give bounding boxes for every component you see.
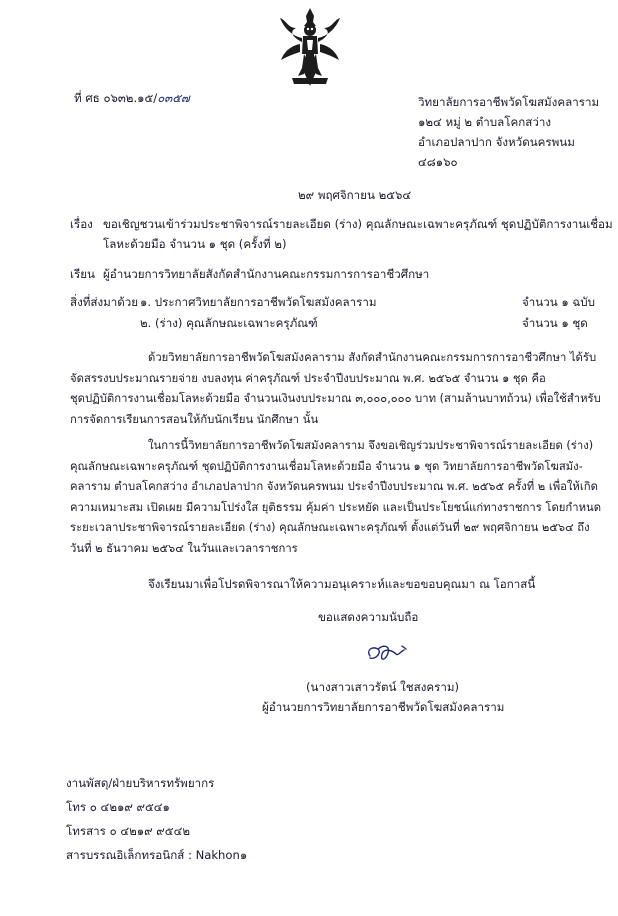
footer-phone: โทร ๐ ๔๒๑๙ ๙๕๔๑ bbox=[66, 800, 170, 814]
enclosure-item: ๑. ประกาศวิทยาลัยการอาชีพวัดโฆสมังคลาราม bbox=[140, 295, 377, 309]
paragraph-line: ด้วยวิทยาลัยการอาชีพวัดโฆสมังคลาราม สังกัดสำนักงานคณะกรรมการการอาชีวศึกษา ได้รับ bbox=[148, 351, 597, 364]
paragraph-line: ระยะเวลาประชาพิจารณ์รายละเอียด (ร่าง) คุณลักษณะเฉพาะครุภัณฑ์ ตั้งแต่วันที่ ๒๙ พฤศจิกายน ๒๕๖๔ ถึง bbox=[70, 521, 590, 534]
paragraph-line: ชุดปฏิบัติการงานเชื่อมโลหะด้วยมือ จำนวนเงินงบประมาณ ๓,๐๐๐,๐๐๐ บาท (สามล้านบาทถ้วน) เพื่อใช้สำหรับ bbox=[70, 392, 601, 405]
footer-email: สารบรรณอิเล็กทรอนิกส์ : Nakhon๑ bbox=[66, 848, 248, 862]
salutation-text: ผู้อำนวยการวิทยาลัยสังกัดสำนักงานคณะกรรมการการอาชีวศึกษา bbox=[103, 267, 430, 281]
paragraph-line: การจัดการเรียนการสอนให้กับนักเรียน นักศึกษา นั้น bbox=[70, 412, 319, 426]
paragraph-line: ในการนี้วิทยาลัยการอาชีพวัดโฆสมังคลาราม จึงขอเชิญร่วมประชาพิจารณ์รายละเอียด (ร่าง) bbox=[148, 439, 594, 452]
salutation-label: เรียน bbox=[70, 267, 95, 281]
reference-number bbox=[74, 90, 190, 106]
enclosure-quantity: จำนวน ๑ ชุด bbox=[522, 316, 588, 330]
signer-name: (นางสาวเสาวรัตน์ ใชสงคราม) bbox=[306, 680, 460, 694]
paragraph-line: คุณลักษณะเฉพาะครุภัณฑ์ ชุดปฏิบัติการงานเชื่อมโลหะด้วยมือ จำนวน ๑ ชุด วิทยาลัยการอาชีพวัดโฆสมัง- bbox=[70, 459, 583, 473]
sender-address-line1: ๑๒๔ หมู่ ๒ ตำบลโคกสว่าง bbox=[418, 115, 552, 129]
subject-line1: ขอเชิญชวนเข้าร่วมประชาพิจารณ์รายละเอียด (ร่าง) คุณลักษณะเฉพาะครุภัณฑ์ ชุดปฏิบัติการงานเชื่อม bbox=[103, 217, 613, 231]
signer-position: ผู้อำนวยการวิทยาลัยการอาชีพวัดโฆสมังคลาราม bbox=[262, 700, 505, 714]
enclosure-item: ๒. (ร่าง) คุณลักษณะเฉพาะครุภัณฑ์ bbox=[140, 316, 318, 330]
sender-postcode: ๔๘๑๖๐ bbox=[418, 155, 458, 169]
enclosures-label: สิ่งที่ส่งมาด้วย bbox=[70, 295, 139, 309]
enclosure-quantity: จำนวน ๑ ฉบับ bbox=[522, 295, 596, 309]
closing-phrase: ขอแสดงความนับถือ bbox=[318, 610, 419, 624]
subject-label: เรื่อง bbox=[70, 217, 93, 231]
letter-date: ๒๙ พฤศจิกายน ๒๕๖๔ bbox=[298, 188, 412, 202]
body-paragraph bbox=[70, 436, 601, 559]
paragraph-line: จัดสรรงบประมาณรายจ่าย งบลงทุน ค่าครุภัณฑ์ ประจำปีงบประมาณ พ.ศ. ๒๕๖๕ จำนวน ๑ ชุด คือ bbox=[70, 371, 546, 385]
closing-request: จึงเรียนมาเพื่อโปรดพิจารณาให้ความอนุเคราะห์และขอขอบคุณมา ณ โอกาสนี้ bbox=[148, 577, 536, 591]
footer-department: งานพัสดุ/ฝ่ายบริหารทรัพยากร bbox=[66, 776, 215, 790]
paragraph-line: วันที่ ๒ ธันวาคม ๒๕๖๔ ในวันและเวลาราชการ bbox=[70, 541, 298, 555]
footer-fax: โทรสาร ๐ ๔๒๑๙ ๙๕๔๒ bbox=[66, 824, 190, 838]
body-paragraph bbox=[70, 348, 601, 430]
reference-prefix: ที่ ศธ ๐๖๓๒.๑๕/ bbox=[74, 91, 158, 105]
sender-name: วิทยาลัยการอาชีพวัดโฆสมังคลาราม bbox=[418, 95, 600, 109]
handwritten-reference-number: ๐๓๕๗ bbox=[157, 91, 190, 105]
sender-address-line2: อำเภอปลาปาก จังหวัดนครพนม bbox=[418, 135, 575, 149]
paragraph-line: ความเหมาะสม เปิดเผย มีความโปร่งใส ยุติธรรม คุ้มค่า ประหยัด และเป็นประโยชน์แก่ทางราชการ โดยกำหนด bbox=[70, 500, 602, 514]
paragraph-line: คลาราม ตำบลโคกสว่าง อำเภอปลาปาก จังหวัดนครพนม ประจำปีงบประมาณ พ.ศ. ๒๕๖๕ ครั้งที่ ๒ เพื่อให้เกิด bbox=[70, 480, 598, 493]
garuda-emblem-icon bbox=[278, 6, 342, 92]
handwritten-signature bbox=[360, 640, 412, 670]
subject-line2: โลหะด้วยมือ จำนวน ๑ ชุด (ครั้งที่ ๒) bbox=[103, 237, 287, 251]
